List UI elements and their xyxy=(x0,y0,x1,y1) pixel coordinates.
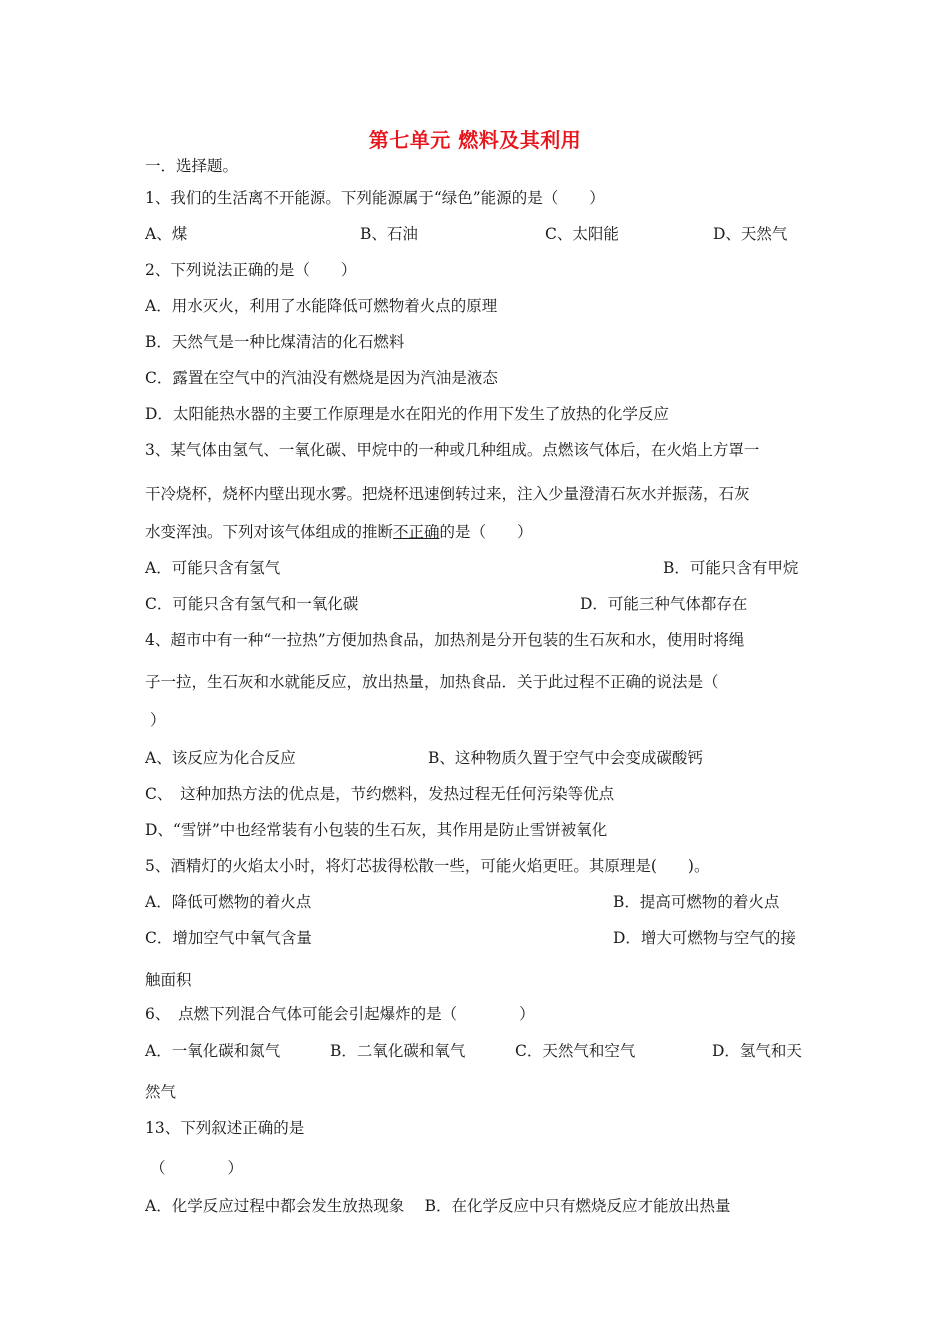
q3-option-d: D．可能三种气体都存在 xyxy=(580,595,748,613)
question-3-line-2: 干冷烧杯，烧杯内壁出现水雾。把烧杯迅速倒转过来，注入少量澄清石灰水并振荡，石灰 xyxy=(145,485,750,503)
q1-option-d: D、天然气 xyxy=(713,225,788,243)
q1-option-b: B、石油 xyxy=(360,225,418,243)
q4-option-b: B、这种物质久置于空气中会变成碳酸钙 xyxy=(428,749,703,767)
q3-line3-text: 水变浑浊。下列对该气体组成的推断 xyxy=(145,523,394,541)
q1-option-c: C、太阳能 xyxy=(545,225,619,243)
question-2-stem: 2、下列说法正确的是（ ） xyxy=(145,261,357,279)
section-heading: 一．选择题。 xyxy=(145,157,239,175)
question-3-line-1: 3、某气体由氢气、一氧化碳、甲烷中的一种或几种组成。点燃该气体后，在火焰上方罩一 xyxy=(145,441,760,459)
page-title: 第七单元 燃料及其利用 xyxy=(368,128,582,152)
q2-option-d: D．太阳能热水器的主要工作原理是水在阳光的作用下发生了放热的化学反应 xyxy=(145,405,669,423)
q2-option-c: C．露置在空气中的汽油没有燃烧是因为汽油是液态 xyxy=(145,369,498,387)
q3-option-b: B．可能只含有甲烷 xyxy=(663,559,799,577)
q2-option-a: A．用水灭火，利用了水能降低可燃物着火点的原理 xyxy=(145,297,498,315)
q3-line3-tail: 的是（ ） xyxy=(439,523,533,541)
q5-option-a: A．降低可燃物的着火点 xyxy=(145,893,312,911)
question-1-stem: 1、我们的生活离不开能源。下列能源属于“绿色”能源的是（ ） xyxy=(145,189,605,207)
q13-options-line: A．化学反应过程中都会发生放热现象 B．在化学反应中只有燃烧反应才能放出热量 xyxy=(145,1197,731,1215)
q5-option-d-wrap: 触面积 xyxy=(145,971,192,989)
q3-underlined-text: 不正确 xyxy=(393,523,440,541)
question-3-line-3 xyxy=(145,522,533,542)
question-6-stem: 6、 点燃下列混合气体可能会引起爆炸的是（ ） xyxy=(145,1005,535,1023)
question-4-line-3: ） xyxy=(150,711,166,729)
question-13-answer-parens: （ ） xyxy=(150,1159,244,1177)
q6-option-d: D．氢气和天 xyxy=(712,1042,802,1060)
q4-option-d: D、“雪饼”中也经常装有小包装的生石灰，其作用是防止雪饼被氧化 xyxy=(145,821,608,839)
q6-option-a: A．一氧化碳和氮气 xyxy=(145,1042,281,1060)
q2-option-b: B．天然气是一种比煤清洁的化石燃料 xyxy=(145,333,405,351)
question-13-stem: 13、下列叙述正确的是 xyxy=(145,1119,305,1137)
q5-option-c: C．增加空气中氧气含量 xyxy=(145,929,312,947)
q3-option-c: C．可能只含有氢气和一氧化碳 xyxy=(145,595,359,613)
question-4-line-1: 4、超市中有一种“一拉热”方便加热食品，加热剂是分开包装的生石灰和水，使用时将绳 xyxy=(145,631,745,649)
q4-option-a: A、该反应为化合反应 xyxy=(145,749,296,767)
q1-option-a: A、煤 xyxy=(145,225,188,243)
q5-option-d: D．增大可燃物与空气的接 xyxy=(613,929,796,947)
q5-option-b: B．提高可燃物的着火点 xyxy=(613,893,780,911)
q3-option-a: A．可能只含有氢气 xyxy=(145,559,281,577)
q6-option-c: C．天然气和空气 xyxy=(515,1042,636,1060)
q6-option-d-wrap: 然气 xyxy=(145,1083,177,1101)
q4-option-c: C、 这种加热方法的优点是，节约燃料，发热过程无任何污染等优点 xyxy=(145,785,615,803)
q6-option-b: B．二氧化碳和氧气 xyxy=(330,1042,466,1060)
question-4-line-2: 子一拉，生石灰和水就能反应，放出热量，加热食品．关于此过程不正确的说法是（ xyxy=(145,673,719,691)
question-5-stem: 5、酒精灯的火焰太小时，将灯芯拔得松散一些，可能火焰更旺。其原理是( )。 xyxy=(145,857,710,875)
